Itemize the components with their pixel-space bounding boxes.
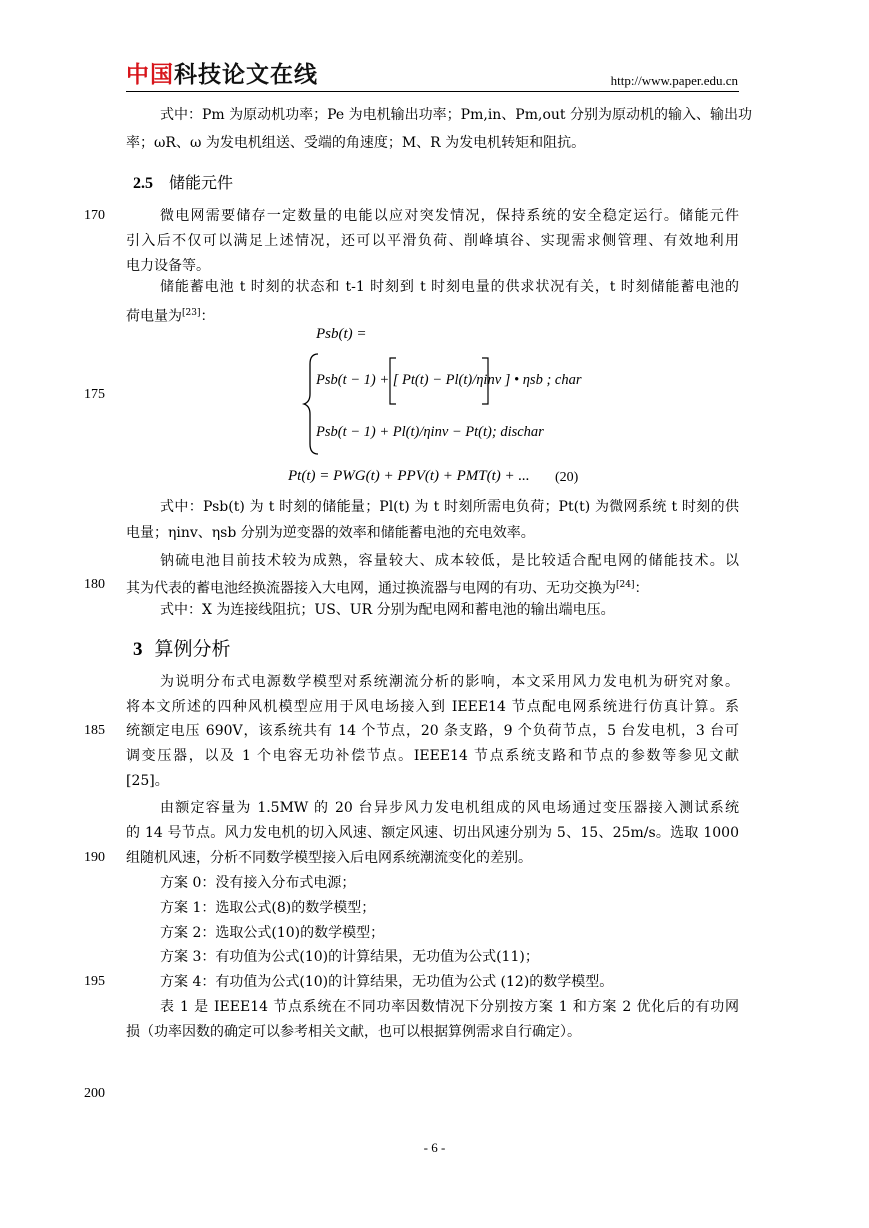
line-number: 185 <box>84 723 105 738</box>
paragraph-text: ： <box>200 308 215 325</box>
scheme-item: 方案 4：有功值为公式(10)的计算结果，无功值为公式 (12)的数学模型。 <box>160 974 614 990</box>
scheme-item: 方案 2：选取公式(10)的数学模型； <box>160 925 385 941</box>
section-heading-3 <box>133 634 231 665</box>
section-title: 算例分析 <box>154 638 231 660</box>
line-number: 175 <box>84 387 105 402</box>
citation-ref[interactable]: [23] <box>182 308 201 318</box>
citation-ref[interactable]: [24] <box>616 580 635 590</box>
equation-lhs: Psb(t) = <box>316 326 367 342</box>
header-url[interactable]: http://www.paper.edu.cn <box>610 73 738 88</box>
paragraph-line <box>126 573 739 601</box>
paragraph-line: 为说明分布式电源数学模型对系统潮流分析的影响，本文采用风力发电机为研究对象。 <box>160 674 739 690</box>
paragraph-line: [25]。 <box>126 773 169 789</box>
scheme-item: 方案 1：选取公式(8)的数学模型； <box>160 900 376 916</box>
paragraph-text: 其为代表的蓄电池经换流器接入大电网，通过换流器与电网的有功、无功交换为 <box>126 580 616 597</box>
section-number: 2.5 <box>133 175 153 192</box>
paragraph-line: 钠硫电池目前技术较为成熟，容量较大、成本较低，是比较适合配电网的储能技术。以 <box>160 553 739 569</box>
paragraph-line: 式中：Psb(t) 为 t 时刻的储能量；Pl(t) 为 t 时刻所需电负荷；Pt(t) 为微网系统 t 时刻的供 <box>160 499 739 515</box>
scheme-item: 方案 0：没有接入分布式电源； <box>160 875 356 891</box>
paragraph-line: 调变压器，以及 1 个电容无功补偿节点。IEEE14 节点系统支路和节点的参数等参见文献 <box>126 748 739 764</box>
section-title: 储能元件 <box>169 173 234 192</box>
paragraph-line: 引入后不仅可以满足上述情况，还可以平滑负荷、削峰填谷、实现需求侧管理、有效地利用 <box>126 233 739 249</box>
paragraph-text: ： <box>634 580 649 597</box>
line-number: 200 <box>84 1086 105 1101</box>
paragraph-line: 储能蓄电池 t 时刻的状态和 t-1 时刻到 t 时刻电量的供求状况有关，t 时刻储能蓄电池的 <box>160 279 739 295</box>
paragraph-line: 微电网需要储存一定数量的电能以应对突发情况，保持系统的安全稳定运行。储能元件 <box>160 208 739 224</box>
paragraph-line: 电量；ηinv、ηsb 分别为逆变器的效率和储能蓄电池的充电效率。 <box>126 525 535 541</box>
page-number: - 6 - <box>423 1140 446 1155</box>
logo-red-text: 中国 <box>126 62 174 88</box>
section-heading-2-5 <box>133 170 233 197</box>
line-number: 170 <box>84 208 105 223</box>
paragraph-line: 率；ωR、ω 为发电机组送、受端的角速度；M、R 为发电机转矩和阻抗。 <box>126 135 586 151</box>
paragraph-line: 的 14 号节点。风力发电机的切入风速、额定风速、切出风速分别为 5、15、25m/s。选取 1000 <box>126 825 739 841</box>
header-rule <box>126 91 739 92</box>
equation-number: (20) <box>555 470 579 485</box>
section-number: 3 <box>133 639 143 660</box>
paragraph-line: 将本文所述的四种风机模型应用于风电场接入到 IEEE14 节点配电网系统进行仿真计算。系 <box>126 699 739 715</box>
paragraph-line: 统额定电压 690V，该系统共有 14 个节点，20 条支路，9 个负荷节点，5 台发电机，3 台可 <box>126 723 739 739</box>
logo-black-text: 科技论文在线 <box>174 62 318 88</box>
journal-logo <box>126 60 318 90</box>
paragraph-text: 荷电量为 <box>126 308 182 325</box>
paragraph-line: 表 1 是 IEEE14 节点系统在不同功率因数情况下分别按方案 1 和方案 2 优化后的有功网 <box>160 999 739 1015</box>
line-number: 195 <box>84 974 105 989</box>
paragraph-line: 式中：Pm 为原动机功率；Pe 为电机输出功率；Pm,in、Pm,out 分别为原动机的输入、输出功 <box>160 107 752 123</box>
equation-case-charge: Psb(t − 1) + [ Pt(t) − Pl(t)/ηinv ] • ηsb ; char <box>316 372 582 388</box>
line-number: 180 <box>84 577 105 592</box>
equation-total-supply: Pt(t) = PWG(t) + PPV(t) + PMT(t) + ... <box>288 468 530 484</box>
scheme-item: 方案 3：有功值为公式(10)的计算结果，无功值为公式(11)； <box>160 949 539 965</box>
paragraph-line: 损（功率因数的确定可以参考相关文献，也可以根据算例需求自行确定）。 <box>126 1024 581 1040</box>
equation-case-discharge: Psb(t − 1) + Pl(t)/ηinv − Pt(t); dischar <box>316 424 544 440</box>
paragraph-line: 电力设备等。 <box>126 258 210 274</box>
paragraph-line: 组随机风速，分析不同数学模型接入后电网系统潮流变化的差别。 <box>126 850 532 866</box>
paragraph-line: 式中：X 为连接线阻抗；US、UR 分别为配电网和蓄电池的输出端电压。 <box>160 602 615 618</box>
paragraph-line: 由额定容量为 1.5MW 的 20 台异步风力发电机组成的风电场通过变压器接入测试系统 <box>160 800 739 816</box>
equation-brace <box>300 320 620 490</box>
line-number: 190 <box>84 850 105 865</box>
